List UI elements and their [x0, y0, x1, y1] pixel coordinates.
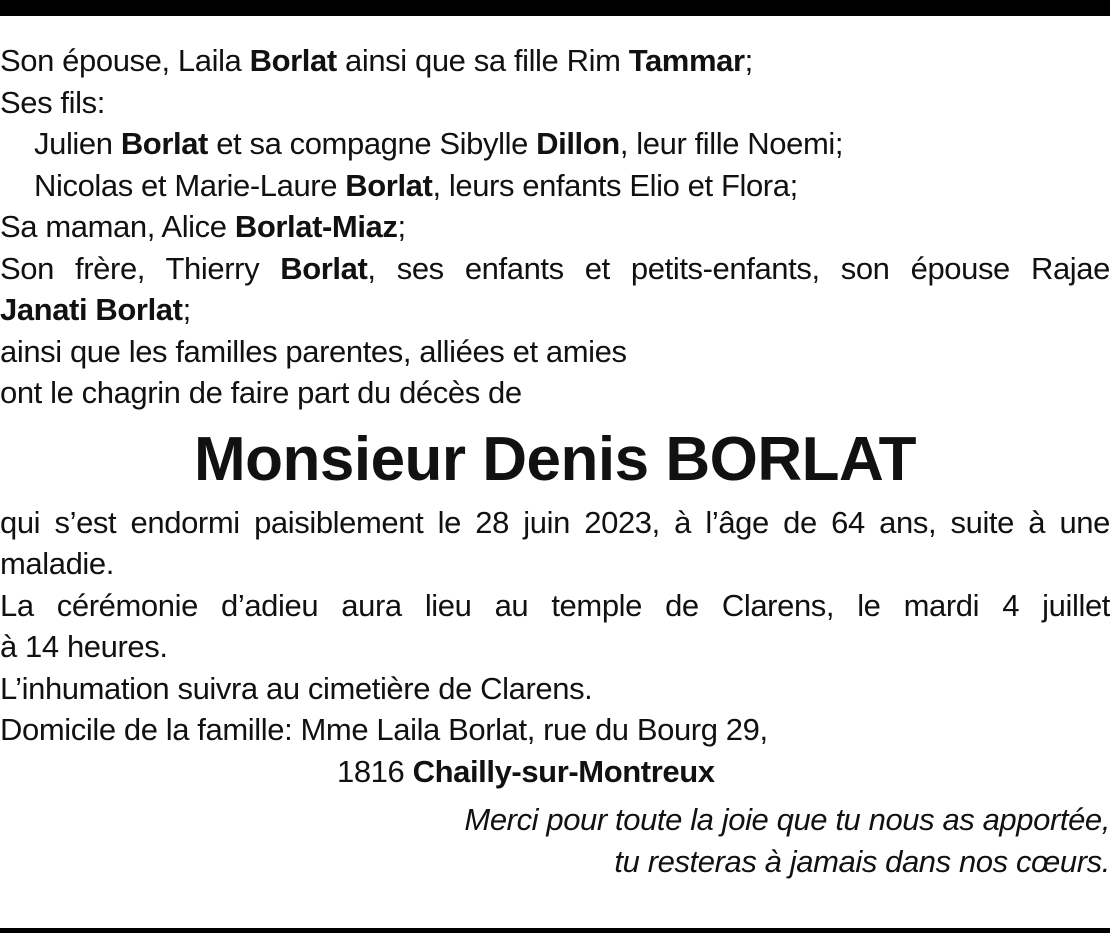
bottom-rule	[0, 928, 1110, 933]
deceased-name: Monsieur Denis BORLAT	[193, 424, 917, 494]
address-city-line	[0, 751, 1110, 793]
text: ;	[744, 43, 753, 78]
son-line	[0, 165, 1110, 207]
text: ;	[182, 292, 191, 327]
text: Nicolas et Marie-Laure	[34, 167, 346, 203]
death-line: qui s’est endormi paisiblement le 28 juin 2023, à l’âge de 64 ans, suite à une	[0, 504, 1110, 540]
text: Sa maman, Alice	[0, 209, 235, 244]
ceremony-line-cont: à 14 heures.	[0, 629, 168, 664]
brother-spouse-line	[0, 289, 1110, 331]
surname: Borlat-Miaz	[234, 209, 398, 244]
text: et sa compagne Sibylle	[207, 126, 537, 161]
text: ;	[397, 209, 406, 244]
surname: Borlat	[345, 167, 433, 203]
top-rule	[0, 0, 1110, 16]
text: , leur fille Noemi;	[619, 126, 844, 161]
text: ainsi que sa fille Rim	[336, 43, 629, 78]
surname: Borlat	[280, 250, 368, 286]
surname: Janati Borlat	[0, 292, 183, 327]
motto-line: tu resteras à jamais dans nos cœurs.	[614, 843, 1110, 879]
text: , ses enfants et petits-enfants, son épouse Rajae	[367, 250, 1110, 286]
surname: Borlat	[120, 126, 208, 161]
ceremony-line: La cérémonie d’adieu aura lieu au temple de Clarens, le mardi 4 juillet	[0, 587, 1110, 623]
spouse-line	[0, 40, 1110, 82]
domicile-line: Domicile de la famille: Mme Laila Borlat, rue du Bourg 29,	[0, 712, 768, 747]
postcode: 1816	[337, 753, 413, 789]
brother-line	[0, 248, 1110, 290]
obituary-notice	[0, 40, 1110, 882]
son-line	[0, 123, 1110, 165]
text: Son épouse, Laila	[0, 43, 250, 78]
city: Chailly-sur-Montreux	[412, 753, 715, 789]
families-line: ainsi que les familles parentes, alliées et amies	[0, 333, 627, 369]
death-line-cont: maladie.	[0, 546, 114, 581]
text: Julien	[34, 126, 121, 161]
mother-line	[0, 206, 1110, 248]
text: Son frère, Thierry	[0, 250, 281, 286]
surname: Borlat	[249, 43, 337, 78]
text: , leurs enfants Elio et Flora;	[432, 167, 798, 203]
announcement-line: ont le chagrin de faire part du décès de	[0, 375, 522, 410]
sons-label: Ses fils:	[0, 84, 105, 120]
motto-line: Merci pour toute la joie que tu nous as apportée,	[464, 802, 1110, 837]
burial-line: L’inhumation suivra au cimetière de Clarens.	[0, 670, 593, 706]
surname: Tammar	[628, 43, 745, 78]
surname: Dillon	[536, 126, 620, 161]
